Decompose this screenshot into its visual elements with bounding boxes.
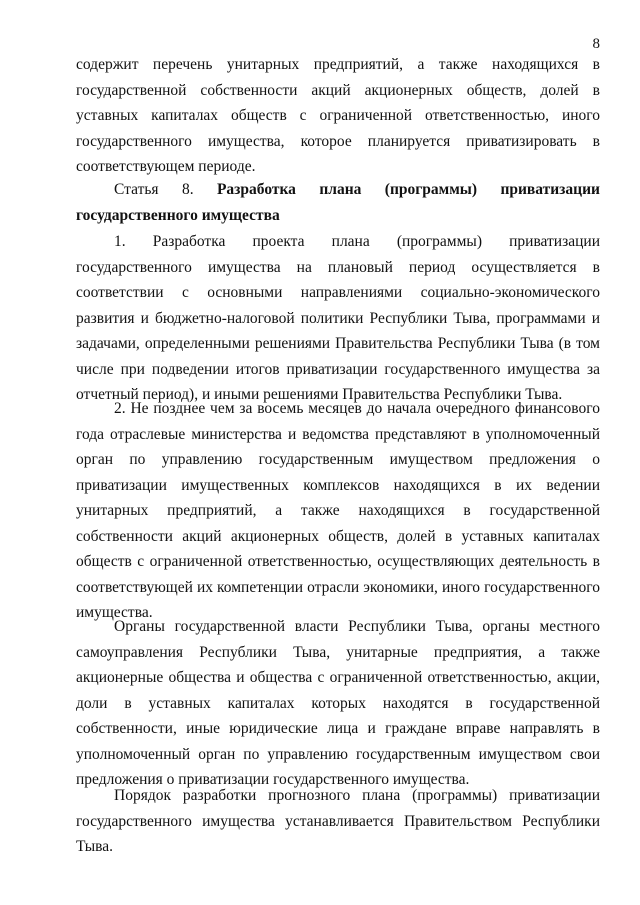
article-number: 8. bbox=[181, 181, 194, 198]
article-heading-line1 bbox=[76, 177, 600, 203]
paragraph-item-1 bbox=[76, 229, 600, 408]
article-title-line2: государственного имущества bbox=[76, 206, 280, 224]
paragraph-item-2 bbox=[76, 396, 600, 626]
article-title-word: плана bbox=[319, 181, 362, 198]
page-number: 8 bbox=[592, 36, 600, 52]
paragraph-text: 1. Разработка проекта плана (программы) приватизации государственного имущества на плановый период осуществляется в соответствии с основными направлениями социально-экономического развития и бюджетно-налоговой политики Республики Тыва, программами и задачами, определенными решениями Правительства Республики Тыва (в том числе при подведении итогов приватизации государственного имущества за отчетный период), и иными решениями Правительства Республики Тыва. bbox=[76, 233, 600, 403]
article-title-word: приватизации bbox=[500, 181, 600, 198]
paragraph-text: содержит перечень унитарных предприятий, а также находящихся в государственной собственности акций акционерных обществ, долей в уставных капиталах обществ с ограниченной ответственностью, иного государственного имущества, которое планируется приватизировать в соответствующем периоде. bbox=[76, 56, 600, 175]
paragraph-intro-continuation bbox=[76, 52, 600, 180]
paragraph-procedure bbox=[76, 783, 600, 860]
paragraph-text: Органы государственной власти Республики Тыва, органы местного самоуправления Республики Тыва, унитарные предприятия, а также акционерные общества и общества с ограниченной ответственностью, акции, доли в уставных капиталах которых находятся в государственной собственности, иные юридические лица и граждане вправе направлять в уполномоченный орган по управлению государственным имуществом свои предложения о приватизации государственного имущества. bbox=[76, 618, 600, 788]
article-title-word: (программы) bbox=[384, 181, 478, 198]
article-title-word: Разработка bbox=[216, 181, 296, 198]
article-heading bbox=[76, 177, 600, 228]
paragraph-text: 2. Не позднее чем за восемь месяцев до начала очередного финансового года отраслевые министерства и ведомства представляют в уполномоченный орган по управлению государственным имуществом предложения о приватизации имущественных комплексов находящихся в их ведении унитарных предприятий, а также находящихся в государственной собственности акций акционерных обществ, долей в уставных капиталах обществ с ограниченной ответственностью, осуществляющих деятельность в соответствующей их компетенции отрасли экономики, иного государственного имущества. bbox=[76, 400, 600, 621]
paragraph-text: Порядок разработки прогнозного плана (программы) приватизации государственного имущества устанавливается Правительством Республики Тыва. bbox=[76, 787, 600, 855]
paragraph-authorities bbox=[76, 614, 600, 793]
article-label: Статья bbox=[114, 181, 159, 198]
